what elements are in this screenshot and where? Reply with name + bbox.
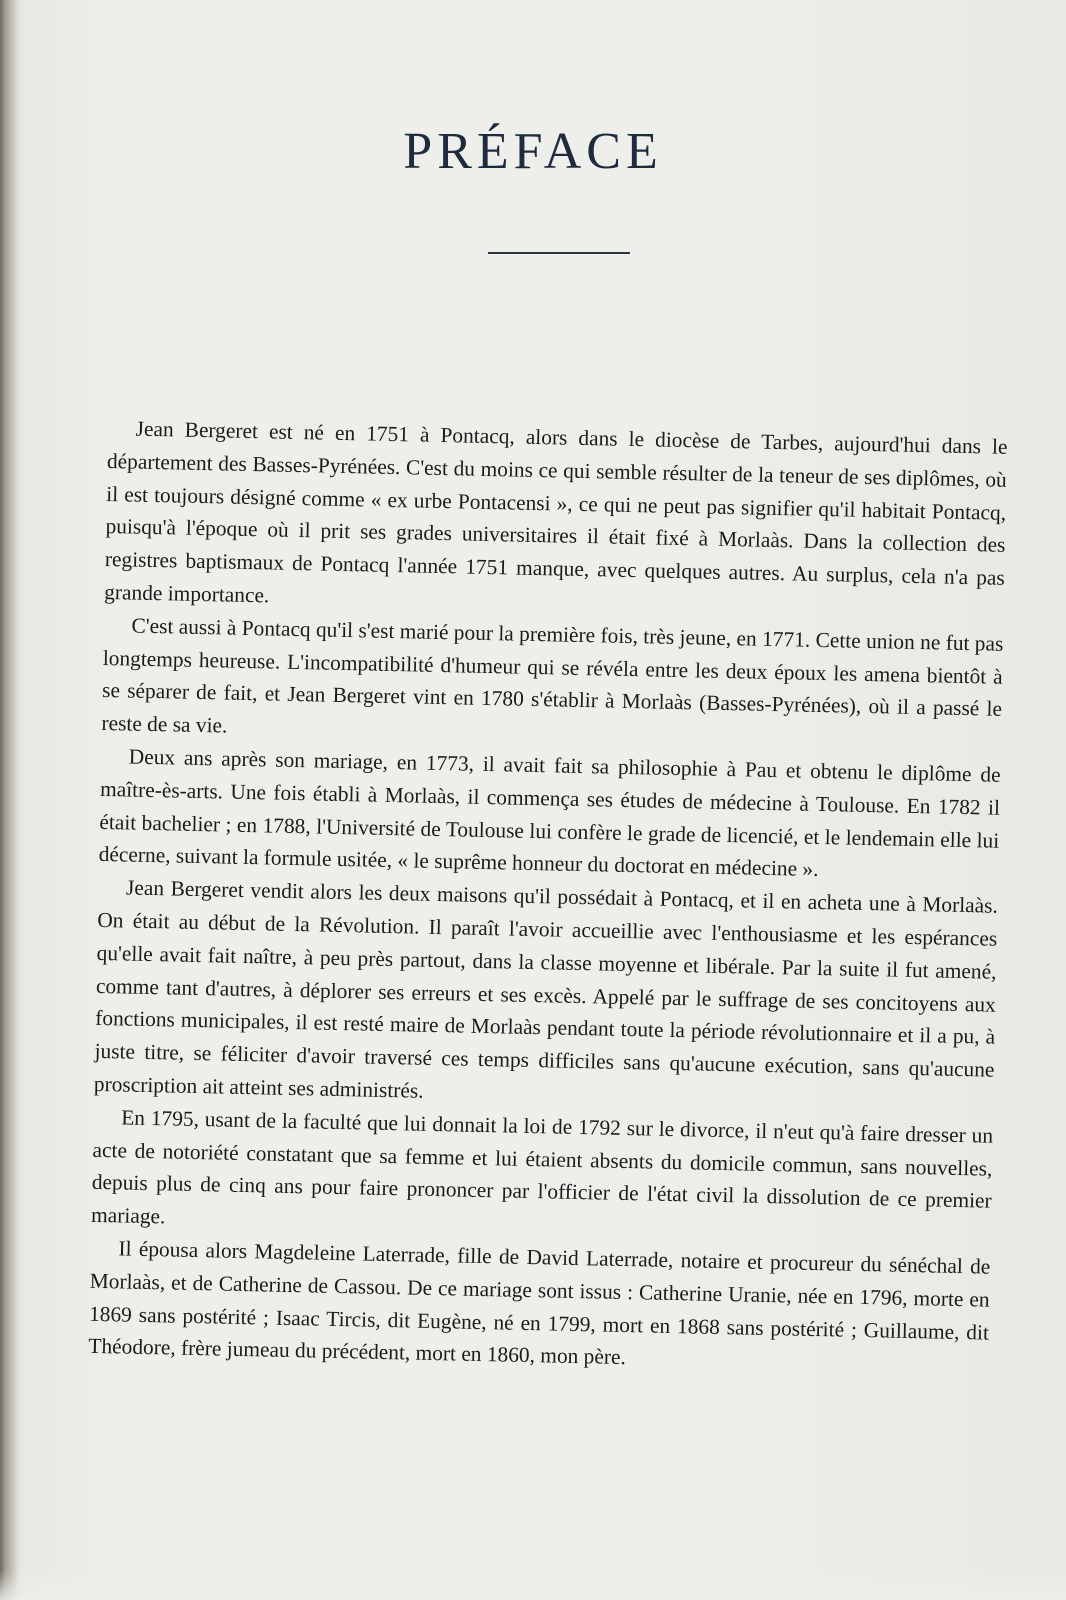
title-rule bbox=[488, 252, 630, 254]
page-title: PRÉFACE bbox=[403, 123, 663, 180]
paragraph-5: En 1795, usant de la faculté que lui donnait la loi de 1792 sur le divorce, il n'eut qu'à faire dresser un acte de notoriété constatant que sa femme et lui étaient absents du domicile commun, sans nouvelles, depuis plus de cinq ans pour faire prononcer par l'officier de l'état civil la dissolution de ce premier mariage. bbox=[90, 1105, 994, 1229]
paragraph-1: Jean Bergeret est né en 1751 à Pontacq, alors dans le diocèse de Tarbes, aujourd'hui dans le département des Basses-Pyrénées. C'est du moins ce qui semble résulter de la teneur de ses diplômes, où il est toujours désigné comme « ex urbe Pontacensi », ce qui ne peut pas signifier qu'il habitait Pontacq, puisqu'à l'époque où il prit ses grades universitaires il était fixé à Morlaàs. Dans la collection des registres baptismaux de Pontacq l'année 1751 manque, avec quelques autres. Au surplus, cela n'a pas grande importance. bbox=[103, 416, 1008, 608]
page-bottom-fade bbox=[0, 1570, 1066, 1600]
paragraph-3: Deux ans après son mariage, en 1773, il avait fait sa philosophie à Pau et obtenu le diplôme de maître-ès-arts. Une fois établi à Morlaàs, il commença ses études de médecine à Toulouse. En 1782 il était bachelier ; en 1788, l'Université de Toulouse lui confère le grade de licencié, et le lendemain elle lui décerne, suivant la formule usitée, « le suprême honneur du doctorat en médecine ». bbox=[98, 744, 1001, 882]
paragraph-6: Il épousa alors Magdeleine Laterrade, fille de David Laterrade, notaire et procureur du sénéchal de Morlaàs, et de Catherine de Cassou. De ce mariage sont issus : Catherine Uranie, née en 1796, morte en 1869 sans postérité ; Isaac Tircis, dit Eugène, né en 1799, mort en 1868 sans postérité ; Guillaume, dit Théodore, frère jumeau du précédent, mort en 1860, mon père. bbox=[88, 1236, 991, 1370]
paragraph-2: C'est aussi à Pontacq qu'il s'est marié pour la première fois, très jeune, en 1771. Cette union ne fut pas longtemps heureuse. L'incompatibilité d'humeur qui se révéla entre les deux époux les amena bientôt à se séparer de fait, et Jean Bergeret vint en 1780 s'établir à Morlaàs (Basses-Pyrénées), où il a passé le reste de sa vie. bbox=[101, 613, 1004, 738]
paragraph-4: Jean Bergeret vendit alors les deux maisons qu'il possédait à Pontacq, et il en acheta une à Morlaàs. On était au début de la Révolution. Il paraît l'avoir accueillie avec l'enthousiasme et les espérances qu'elle avait fait naître, à peu près partout, dans la classe moyenne et libérale. Par la suite il fut amené, comme tant d'autres, à déplorer ses erreurs et ses excès. Appelé par le suffrage de ses concitoyens aux fonctions municipales, il est resté maire de Morlaàs pendant toute la période révolutionnaire et il a pu, à juste titre, se féliciter d'avoir traversé ces temps difficiles sans qu'aucune exécution, sans qu'aucune proscription ait atteint ses administrés. bbox=[93, 875, 999, 1103]
binding-shadow bbox=[0, 0, 18, 1600]
preface-body bbox=[88, 412, 1008, 1382]
